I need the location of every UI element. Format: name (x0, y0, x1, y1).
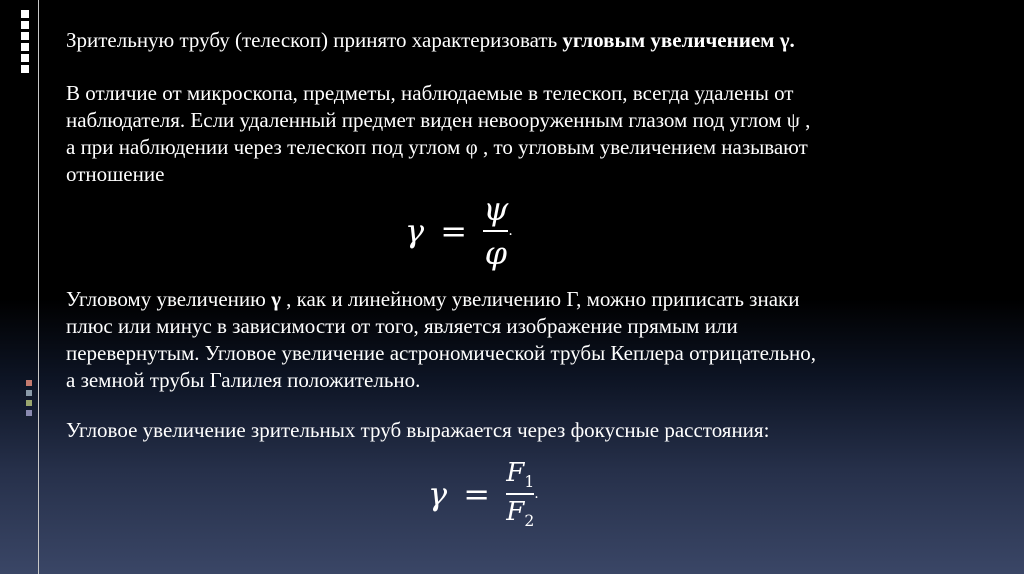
intro-line (66, 27, 795, 54)
para2-line4: а земной трубы Галилея положительно. (66, 368, 421, 392)
para3-line1: Угловое увеличение зрительных труб выражается через фокусные расстояния: (66, 418, 770, 442)
numerator-base: F (506, 458, 525, 488)
deco-square (26, 400, 32, 406)
fraction-numerator (506, 458, 534, 491)
intro-text: Зрительную трубу (телескоп) принято характеризовать (66, 28, 563, 52)
formula-period: . (508, 223, 513, 239)
deco-square (26, 410, 32, 416)
para2-text: Угловому увеличению (66, 287, 272, 311)
deco-square (26, 390, 32, 396)
fraction-denominator (506, 497, 534, 530)
deco-square (21, 10, 29, 18)
deco-square (21, 43, 29, 51)
formula-gamma-f1-f2 (428, 458, 539, 530)
formula-fraction (506, 458, 534, 530)
para2-line3: перевернутым. Угловое увеличение астрономической трубы Кеплера отрицательно, (66, 341, 817, 365)
deco-square (26, 380, 32, 386)
fraction-denominator: φ (484, 234, 508, 272)
formula-gamma-psi-phi (405, 190, 513, 272)
deco-square (21, 65, 29, 73)
denominator-subscript: 2 (524, 512, 535, 531)
intro-bold-term: угловым увеличением γ. (562, 28, 795, 52)
deco-square (21, 32, 29, 40)
numerator-subscript: 1 (524, 473, 535, 492)
para1-line4: отношение (66, 162, 165, 186)
para1-line3: а при наблюдении через телескоп под углом φ , то угловым увеличением называют (66, 135, 808, 159)
decorative-squares-top (21, 10, 35, 76)
deco-square (21, 21, 29, 29)
denominator-base: F (506, 497, 525, 528)
para2-line1 (66, 286, 799, 313)
fraction-bar (506, 493, 534, 495)
formula-lhs: γ (428, 475, 448, 514)
para1-line1: В отличие от микроскопа, предметы, наблюдаемые в телескоп, всегда удалены от (66, 81, 794, 105)
formula-period: . (534, 486, 539, 503)
para1-line2: наблюдателя. Если удаленный предмет виден невооруженным глазом под углом ψ , (66, 108, 811, 132)
fraction-numerator: ψ (483, 190, 509, 228)
formula-equals: = (440, 212, 468, 250)
formula-fraction (483, 190, 508, 272)
formula-equals: = (463, 475, 491, 514)
vertical-divider-line (38, 0, 39, 574)
fraction-bar (483, 230, 508, 232)
deco-square (21, 54, 29, 62)
para2-gamma: γ (271, 287, 281, 311)
decorative-squares-bottom (26, 380, 36, 420)
formula-lhs: γ (405, 212, 425, 250)
para2-line2: плюс или минус в зависимости от того, является изображение прямым или (66, 314, 738, 338)
para2-text: , как и линейному увеличению Г, можно приписать знаки (280, 287, 800, 311)
